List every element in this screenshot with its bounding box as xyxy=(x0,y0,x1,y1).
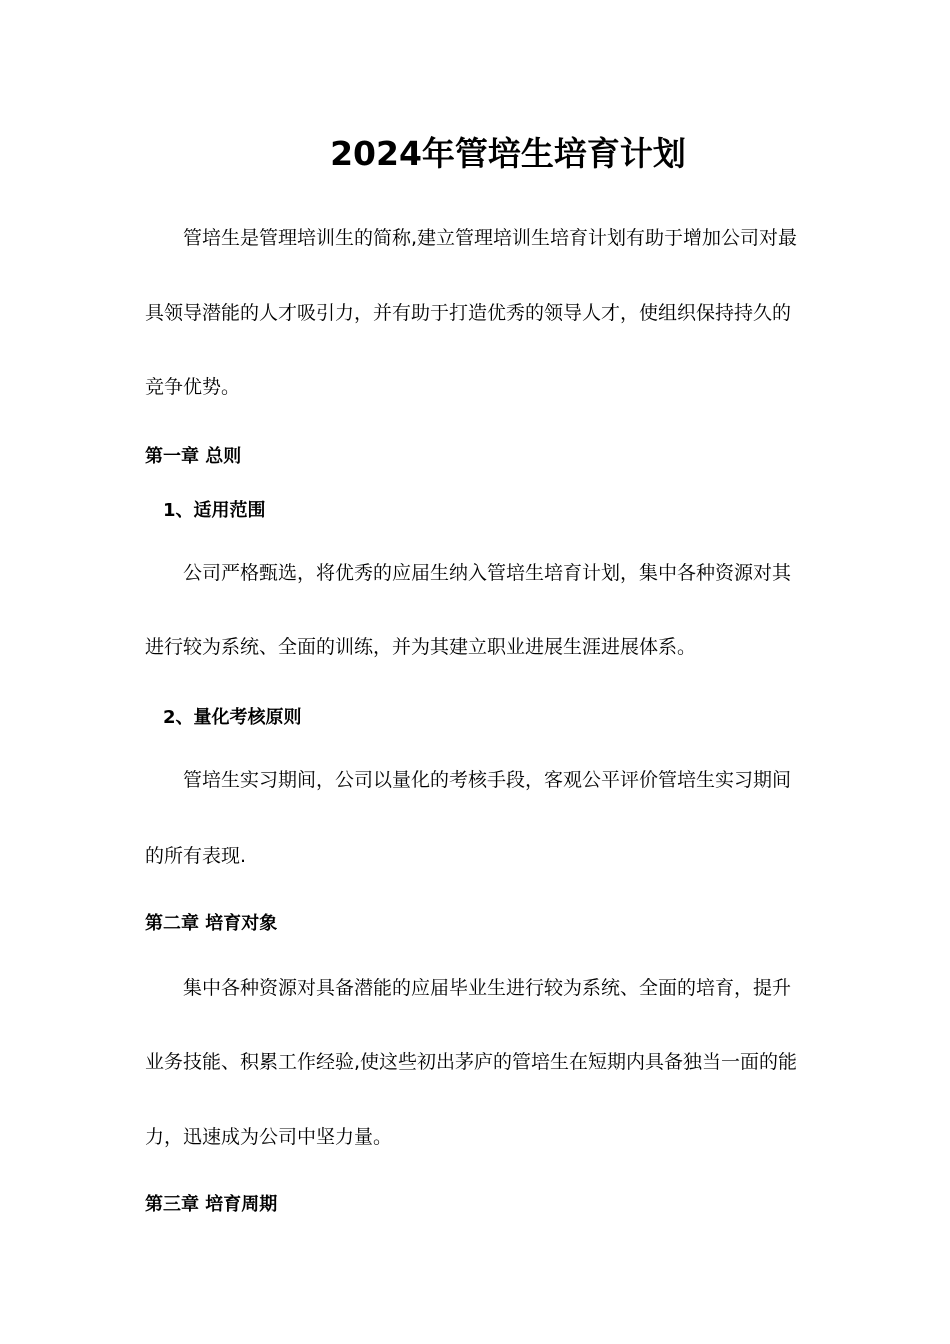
section-1-line-1: 公司严格甄选，将优秀的应届生纳入管培生培育计划，集中各种资源对其 xyxy=(183,562,792,584)
section-1-heading: 1、适用范围 xyxy=(163,500,266,521)
chapter-1-heading: 第一章 总则 xyxy=(145,446,242,467)
intro-line-2: 具领导潜能的人才吸引力，并有助于打造优秀的领导人才，使组织保持持久的 xyxy=(145,302,792,324)
section-2-line-1: 管培生实习期间，公司以量化的考核手段，客观公平评价管培生实习期间 xyxy=(183,769,792,791)
chapter-2-heading: 第二章 培育对象 xyxy=(145,913,278,934)
chapter-2-line-3: 力，迅速成为公司中坚力量。 xyxy=(145,1126,393,1148)
intro-line-3: 竞争优势。 xyxy=(145,376,241,398)
intro-line-1: 管培生是管理培训生的简称,建立管理培训生培育计划有助于增加公司对最 xyxy=(183,227,798,249)
chapter-2-line-2: 业务技能、积累工作经验,使这些初出茅庐的管培生在短期内具备独当一面的能 xyxy=(145,1051,798,1073)
document-title: 2024年管培生培育计划 xyxy=(330,134,686,173)
section-1-line-2: 进行较为系统、全面的训练，并为其建立职业进展生涯进展体系。 xyxy=(145,636,697,658)
section-2-heading: 2、量化考核原则 xyxy=(163,707,302,728)
chapter-2-line-1: 集中各种资源对具备潜能的应届毕业生进行较为系统、全面的培育，提升 xyxy=(183,977,792,999)
section-2-line-2: 的所有表现. xyxy=(145,845,247,867)
chapter-3-heading: 第三章 培育周期 xyxy=(145,1194,278,1215)
